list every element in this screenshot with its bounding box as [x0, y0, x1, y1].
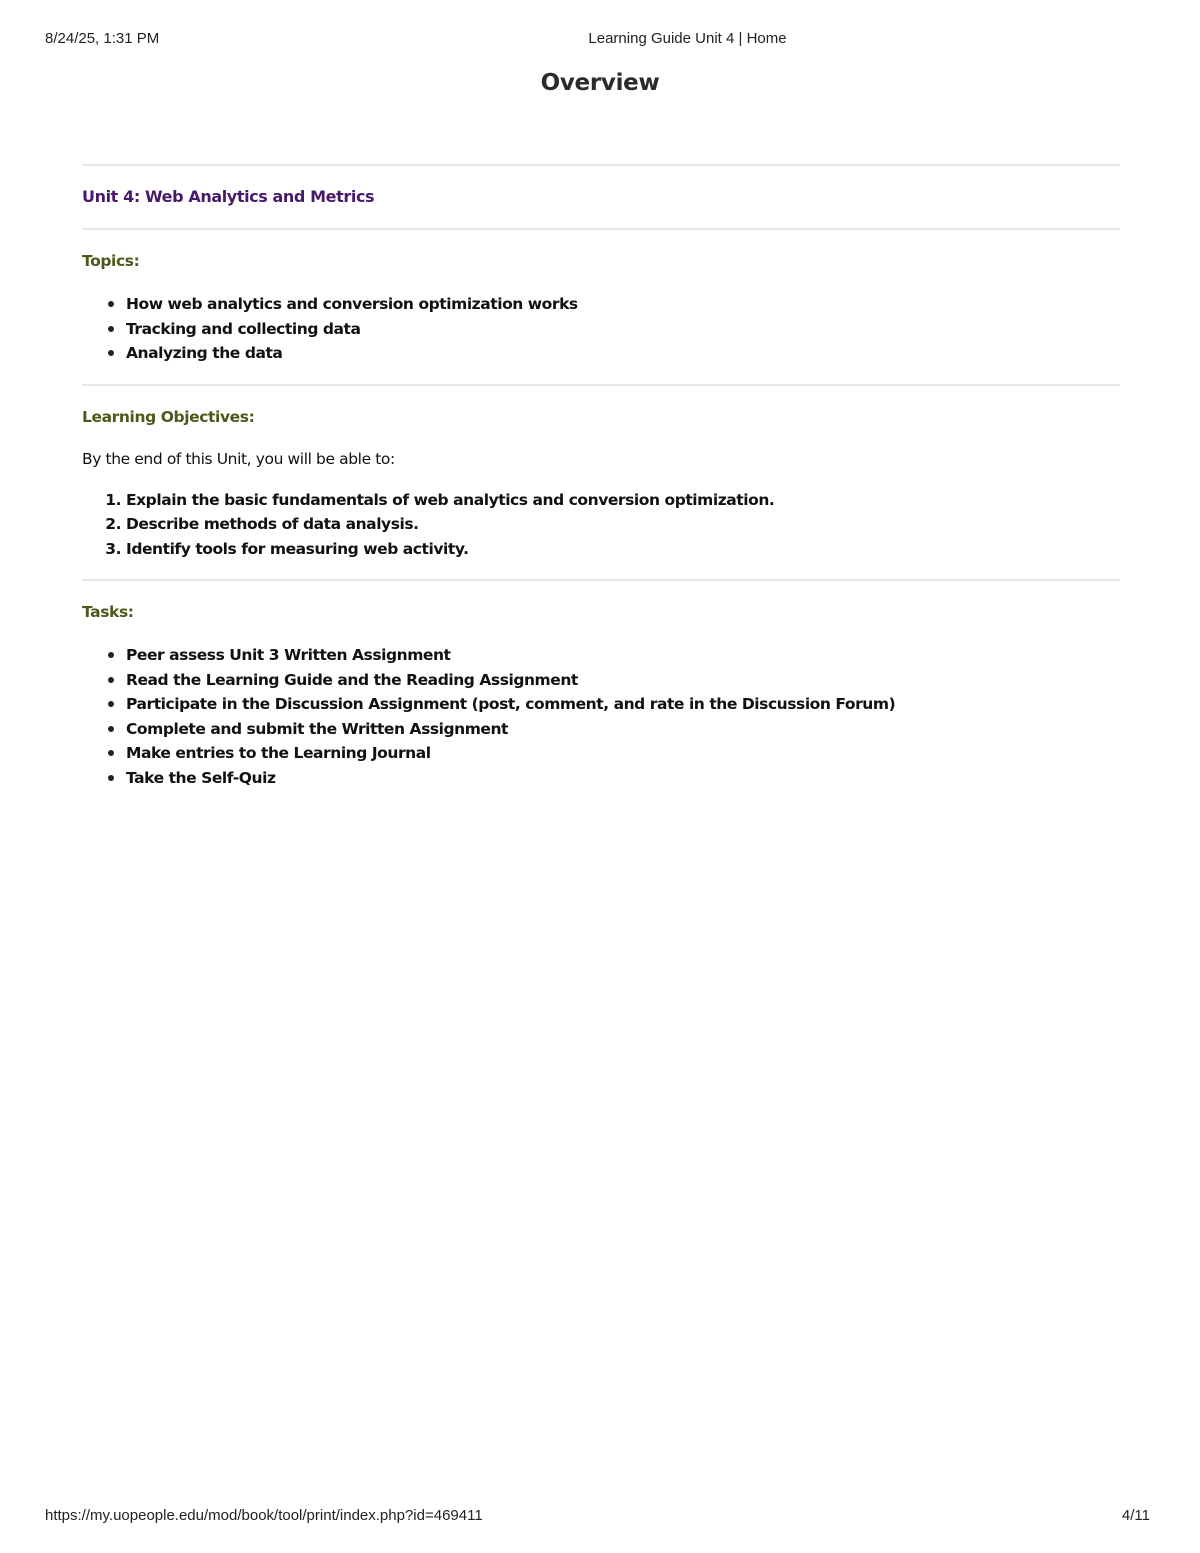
- print-document-title: Learning Guide Unit 4 | Home: [588, 30, 787, 47]
- divider: [82, 228, 1120, 230]
- list-item: Complete and submit the Written Assignment: [126, 717, 1120, 742]
- list-item: How web analytics and conversion optimization works: [126, 292, 1120, 317]
- bullet-icon: [108, 677, 114, 683]
- list-item: Take the Self-Quiz: [126, 766, 1120, 791]
- list-item: Tracking and collecting data: [126, 317, 1120, 342]
- page-number: 4/11: [1121, 1507, 1150, 1524]
- bullet-icon: [108, 701, 114, 707]
- divider: [82, 579, 1120, 581]
- list-item: Analyzing the data: [126, 341, 1120, 366]
- tasks-list: [82, 643, 1120, 790]
- list-item: 2. Describe methods of data analysis.: [126, 512, 1120, 537]
- divider: [82, 384, 1120, 386]
- unit-heading: Unit 4: Web Analytics and Metrics: [82, 187, 375, 206]
- bullet-icon: [108, 652, 114, 658]
- bullet-icon: [108, 301, 114, 307]
- tasks-heading: Tasks:: [82, 603, 134, 621]
- objectives-list: [82, 488, 1120, 562]
- list-item: Peer assess Unit 3 Written Assignment: [126, 643, 1120, 668]
- print-date: 8/24/25, 1:31 PM: [45, 30, 160, 47]
- list-item: Make entries to the Learning Journal: [126, 741, 1120, 766]
- list-item: 1. Explain the basic fundamentals of web analytics and conversion optimization.: [126, 488, 1120, 513]
- objectives-heading: Learning Objectives:: [82, 407, 255, 426]
- objectives-intro: By the end of this Unit, you will be able to:: [82, 449, 395, 468]
- topics-list: [82, 292, 1120, 366]
- divider: [82, 164, 1120, 166]
- page-title: Overview: [540, 70, 660, 96]
- book-chapter-content: [82, 164, 1120, 808]
- bullet-icon: [108, 726, 114, 732]
- bullet-icon: [108, 326, 114, 332]
- list-item: 3. Identify tools for measuring web activity.: [126, 537, 1120, 562]
- bullet-icon: [108, 350, 114, 356]
- print-header: [0, 30, 1200, 50]
- page-url: https://my.uopeople.edu/mod/book/tool/print/index.php?id=469411: [45, 1507, 483, 1524]
- bullet-icon: [108, 750, 114, 756]
- topics-heading: Topics:: [82, 252, 140, 270]
- bullet-icon: [108, 775, 114, 781]
- print-footer: [0, 1507, 1200, 1527]
- list-item: Read the Learning Guide and the Reading Assignment: [126, 668, 1120, 693]
- list-item: Participate in the Discussion Assignment (post, comment, and rate in the Discussion Forum): [126, 692, 1120, 717]
